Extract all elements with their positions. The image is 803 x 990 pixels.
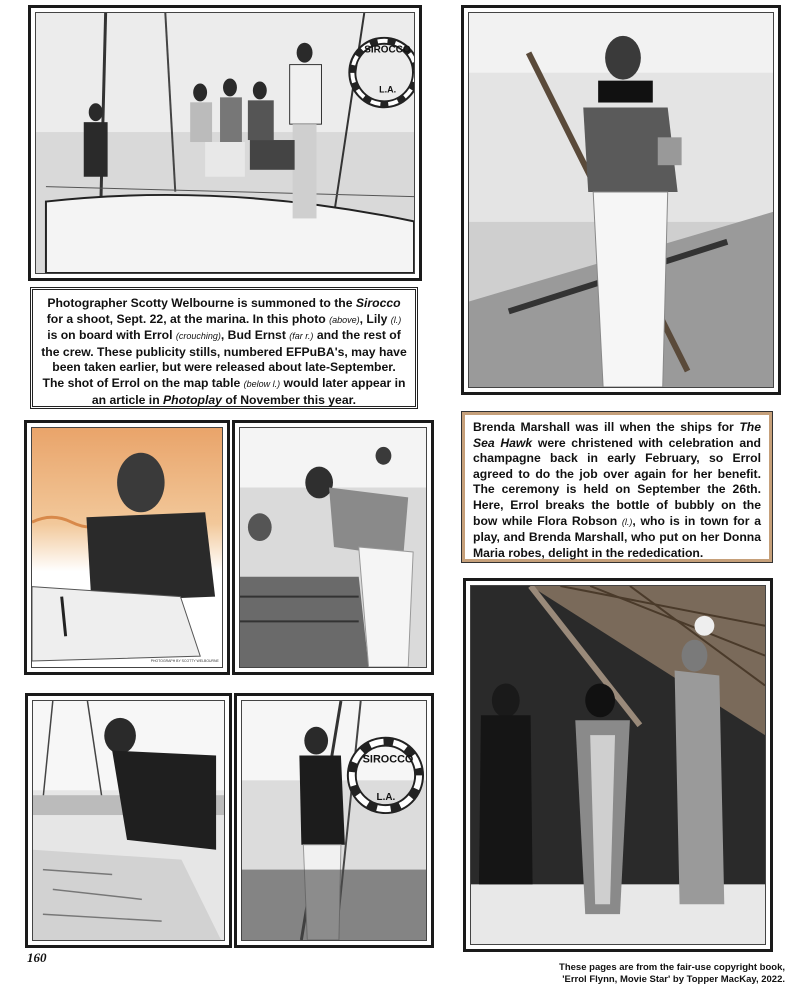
lifering-label-2: SIROCCO <box>362 753 414 766</box>
lifering-label: SIROCCO <box>364 44 411 56</box>
photo-errol-rigging <box>32 700 225 941</box>
caption-text: and the rest of the crew. These publicity stills, numbered EFPuBA's, may have been taken earlier, but were released <box>41 328 407 375</box>
caption-note: (above) <box>329 314 360 325</box>
caption-note: (l.) <box>621 516 633 527</box>
caption-text: , Lily <box>359 311 391 326</box>
caption-photoshoot <box>30 287 418 409</box>
photo-frame-errol-with-pole <box>461 5 781 395</box>
caption-note: (l.) <box>390 314 402 325</box>
photo-credit: PHOTOGRAPH BY SCOTTY WELBOURNE <box>150 659 219 664</box>
photo-frame-errol-map-table <box>24 420 230 675</box>
caption-text: for a shoot, Sept. 22, at the marina. In this photo <box>46 311 330 326</box>
caption-note: (crouching) <box>175 331 221 342</box>
photo-errol-map-table <box>31 427 223 668</box>
caption-rededication <box>462 412 772 562</box>
caption-text: Brenda Marshall was ill when the ships for <box>473 420 740 434</box>
copyright-footer <box>559 962 785 986</box>
caption-text: The shot of Errol on the map table <box>42 375 244 390</box>
caption-film-title: The Sea Hawk <box>473 420 761 450</box>
caption-text: is on board with Errol <box>47 328 176 343</box>
footer-line-1: These pages are from the fair-use copyright book, <box>559 962 785 973</box>
caption-text: about late-September. <box>268 360 396 375</box>
photo-frame-errol-rigging <box>25 693 232 948</box>
caption-text: , Bud Ernst <box>220 328 290 343</box>
lifering-port-2: L.A. <box>376 792 396 804</box>
photo-frame-christening <box>463 578 773 952</box>
photo-christening <box>470 585 766 945</box>
caption-note: (below l.) <box>243 378 281 389</box>
photo-errol-lifering <box>241 700 427 941</box>
photo-crew-on-deck <box>35 12 415 274</box>
caption-text: of November this year. <box>221 392 357 407</box>
photo-errol-deck <box>239 427 427 668</box>
caption-ship-name: Sirocco <box>355 296 401 310</box>
lifering-port: L.A. <box>379 84 397 95</box>
photo-errol-with-pole <box>468 12 774 388</box>
page-number: 160 <box>27 950 47 965</box>
caption-text: , who is in town for a play, and Brenda Marshall, who put on her Donna Maria robes, delight in the rededication. <box>473 513 761 560</box>
footer-line-2: 'Errol Flynn, Movie Star' by Topper MacKay, 2022. <box>562 974 785 985</box>
caption-text: were christened with celebration and champagne back in early February, so Errol agreed to do the job over again for her benefit. The ceremony is held on September the 26th. Here, Errol breaks the bottle of bubbly on the bow while Flora Robson <box>473 435 761 528</box>
photo-frame-crew-on-deck <box>28 5 422 281</box>
photo-frame-errol-deck <box>232 420 434 675</box>
photo-frame-errol-lifering <box>234 693 434 948</box>
caption-note: (far r.) <box>289 331 314 342</box>
caption-text: would later appear in an article in <box>91 375 406 407</box>
caption-magazine: Photoplay <box>163 392 222 407</box>
caption-text: Photographer Scotty Welbourne is summoned to the <box>47 296 356 310</box>
